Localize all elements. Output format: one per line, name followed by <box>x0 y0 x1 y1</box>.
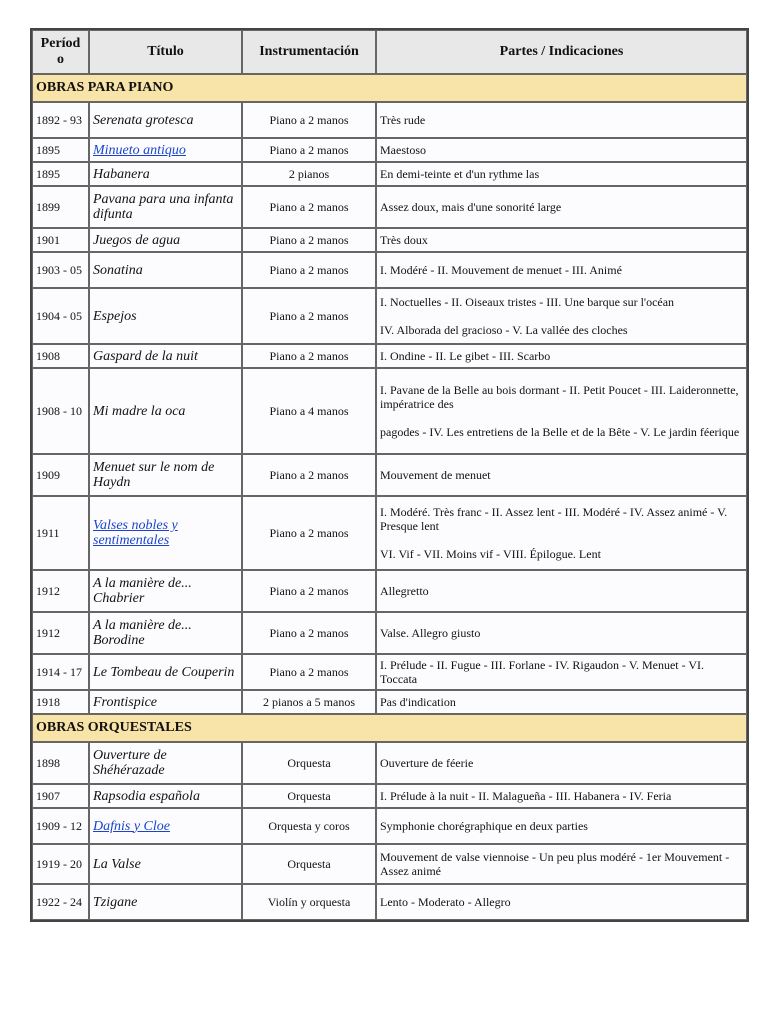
works-table <box>30 28 749 922</box>
table-row <box>32 654 747 690</box>
period-cell: 1901 <box>32 228 89 252</box>
parts-cell <box>376 368 747 454</box>
parts-line: Allegretto <box>380 584 429 598</box>
title-link[interactable]: Minueto antiquo <box>93 142 186 158</box>
instrumentation-cell: Piano a 2 manos <box>242 612 376 654</box>
parts-cell <box>376 102 747 138</box>
parts-cell <box>376 690 747 714</box>
parts-cell <box>376 784 747 808</box>
parts-cell <box>376 162 747 186</box>
parts-cell <box>376 612 747 654</box>
parts-line: En demi-teinte et d'un rythme las <box>380 167 540 181</box>
title-text: A la manière de... Borodine <box>93 618 192 648</box>
table-row <box>32 344 747 368</box>
period-cell: 1914 - 17 <box>32 654 89 690</box>
instrumentation-cell: Violín y orquesta <box>242 884 376 920</box>
period-cell: 1904 - 05 <box>32 288 89 344</box>
instrumentation-cell: Piano a 2 manos <box>242 454 376 496</box>
parts-line: Maestoso <box>380 143 426 157</box>
parts-line: Ouverture de féerie <box>380 756 474 770</box>
period-cell: 1903 - 05 <box>32 252 89 288</box>
parts-line: Lento - Moderato - Allegro <box>380 895 511 909</box>
title-text: Mi madre la oca <box>93 403 186 419</box>
title-cell <box>89 186 242 228</box>
table-row <box>32 102 747 138</box>
instrumentation-cell: 2 pianos a 5 manos <box>242 690 376 714</box>
instrumentation-cell: Orquesta <box>242 844 376 884</box>
title-cell <box>89 570 242 612</box>
parts-cell <box>376 186 747 228</box>
table-row <box>32 884 747 920</box>
period-cell: 1898 <box>32 742 89 784</box>
title-cell <box>89 654 242 690</box>
title-text: Sonatina <box>93 262 143 278</box>
header-row <box>32 30 747 74</box>
parts-line: Symphonie chorégraphique en deux parties <box>380 819 588 833</box>
parts-line: Très doux <box>380 233 428 247</box>
title-cell <box>89 454 242 496</box>
table-row <box>32 742 747 784</box>
title-cell <box>89 844 242 884</box>
parts-line: I. Pavane de la Belle au bois dormant - II. Petit Poucet - III. Laideronnette, impératrice des <box>380 383 739 411</box>
table-body <box>32 74 747 920</box>
title-text: Rapsodia española <box>93 788 200 804</box>
parts-line: I. Noctuelles - II. Oiseaux tristes - III. Une barque sur l'océan <box>380 295 675 309</box>
table-row <box>32 570 747 612</box>
parts-cell <box>376 344 747 368</box>
period-cell: 1899 <box>32 186 89 228</box>
title-cell <box>89 808 242 844</box>
period-cell: 1919 - 20 <box>32 844 89 884</box>
parts-line: Mouvement de valse viennoise - Un peu plus modéré - 1er Mouvement - Assez animé <box>380 850 730 878</box>
period-cell: 1908 - 10 <box>32 368 89 454</box>
section-heading: OBRAS PARA PIANO <box>32 74 747 102</box>
instrumentation-cell: Piano a 4 manos <box>242 368 376 454</box>
parts-line: VI. Vif - VII. Moins vif - VIII. Épilogue. Lent <box>380 547 601 561</box>
header-period: Períod o <box>32 30 89 74</box>
title-cell <box>89 612 242 654</box>
works-table-container <box>30 28 745 922</box>
table-row <box>32 252 747 288</box>
table-row <box>32 808 747 844</box>
instrumentation-cell: Piano a 2 manos <box>242 102 376 138</box>
table-row <box>32 612 747 654</box>
table-row <box>32 844 747 884</box>
title-text: Gaspard de la nuit <box>93 348 198 364</box>
period-cell: 1909 <box>32 454 89 496</box>
instrumentation-cell: Piano a 2 manos <box>242 252 376 288</box>
table-row <box>32 690 747 714</box>
period-cell: 1922 - 24 <box>32 884 89 920</box>
title-cell <box>89 162 242 186</box>
title-text: Le Tombeau de Couperin <box>93 664 235 680</box>
title-text: Espejos <box>93 308 137 324</box>
title-text: Frontispice <box>93 694 158 710</box>
instrumentation-cell: Piano a 2 manos <box>242 288 376 344</box>
title-text: A la manière de... Chabrier <box>93 576 192 606</box>
parts-line: I. Modéré. Très franc - II. Assez lent - III. Modéré - IV. Assez animé - V. Presque lent <box>380 505 728 533</box>
title-cell <box>89 884 242 920</box>
instrumentation-cell: Piano a 2 manos <box>242 228 376 252</box>
title-link[interactable]: Dafnis y Cloe <box>93 818 170 834</box>
parts-cell <box>376 228 747 252</box>
title-text: La Valse <box>93 856 141 872</box>
parts-cell <box>376 252 747 288</box>
parts-line: Très rude <box>380 113 426 127</box>
header-instrumentation: Instrumentación <box>242 30 376 74</box>
title-text: Habanera <box>93 166 150 182</box>
title-cell <box>89 102 242 138</box>
instrumentation-cell: Piano a 2 manos <box>242 496 376 570</box>
parts-line: I. Prélude à la nuit - II. Malagueña - III. Habanera - IV. Feria <box>380 789 672 803</box>
title-cell <box>89 368 242 454</box>
title-text: Menuet sur le nom de Haydn <box>93 460 215 490</box>
instrumentation-cell: 2 pianos <box>242 162 376 186</box>
title-text: Tzigane <box>93 894 138 910</box>
parts-cell <box>376 496 747 570</box>
title-text: Ouverture de Shéhérazade <box>93 748 167 778</box>
title-text: Serenata grotesca <box>93 112 194 128</box>
parts-line: Pas d'indication <box>380 695 456 709</box>
title-text: Juegos de agua <box>93 232 181 248</box>
parts-cell <box>376 844 747 884</box>
title-cell <box>89 344 242 368</box>
instrumentation-cell: Piano a 2 manos <box>242 654 376 690</box>
table-row <box>32 162 747 186</box>
title-text: Pavana para una infanta difunta <box>93 192 234 222</box>
parts-cell <box>376 288 747 344</box>
parts-cell <box>376 570 747 612</box>
period-cell: 1895 <box>32 162 89 186</box>
parts-line: I. Prélude - II. Fugue - III. Forlane - IV. Rigaudon - V. Menuet - VI. Toccata <box>380 658 705 686</box>
parts-cell <box>376 884 747 920</box>
instrumentation-cell: Piano a 2 manos <box>242 344 376 368</box>
table-row <box>32 138 747 162</box>
table-row <box>32 186 747 228</box>
parts-line: pagodes - IV. Les entretiens de la Belle et de la Bête - V. Le jardin féerique <box>380 425 740 439</box>
period-cell: 1918 <box>32 690 89 714</box>
title-cell <box>89 742 242 784</box>
title-cell <box>89 138 242 162</box>
section-heading: OBRAS ORQUESTALES <box>32 714 747 742</box>
table-row <box>32 368 747 454</box>
section-row <box>32 714 747 742</box>
table-row <box>32 454 747 496</box>
table-row <box>32 288 747 344</box>
section-row <box>32 74 747 102</box>
table-row <box>32 784 747 808</box>
period-cell: 1907 <box>32 784 89 808</box>
header-parts: Partes / Indicaciones <box>376 30 747 74</box>
title-cell <box>89 288 242 344</box>
title-cell <box>89 228 242 252</box>
parts-cell <box>376 742 747 784</box>
parts-line: I. Modéré - II. Mouvement de menuet - III. Animé <box>380 263 622 277</box>
instrumentation-cell: Orquesta <box>242 784 376 808</box>
table-row <box>32 228 747 252</box>
instrumentation-cell: Orquesta y coros <box>242 808 376 844</box>
title-link[interactable]: Valses nobles y sentimentales <box>93 518 178 548</box>
title-cell <box>89 252 242 288</box>
period-cell: 1892 - 93 <box>32 102 89 138</box>
period-cell: 1908 <box>32 344 89 368</box>
instrumentation-cell: Orquesta <box>242 742 376 784</box>
parts-line: I. Ondine - II. Le gibet - III. Scarbo <box>380 349 551 363</box>
title-cell <box>89 784 242 808</box>
parts-cell <box>376 454 747 496</box>
header-title: Título <box>89 30 242 74</box>
parts-line: Valse. Allegro giusto <box>380 626 481 640</box>
instrumentation-cell: Piano a 2 manos <box>242 570 376 612</box>
parts-cell <box>376 138 747 162</box>
period-cell: 1912 <box>32 612 89 654</box>
parts-line: Assez doux, mais d'une sonorité large <box>380 200 562 214</box>
instrumentation-cell: Piano a 2 manos <box>242 186 376 228</box>
period-cell: 1911 <box>32 496 89 570</box>
parts-line: Mouvement de menuet <box>380 468 491 482</box>
title-cell <box>89 690 242 714</box>
period-cell: 1895 <box>32 138 89 162</box>
title-cell <box>89 496 242 570</box>
parts-line: IV. Alborada del gracioso - V. La vallée des cloches <box>380 323 628 337</box>
period-cell: 1909 - 12 <box>32 808 89 844</box>
table-row <box>32 496 747 570</box>
period-cell: 1912 <box>32 570 89 612</box>
parts-cell <box>376 808 747 844</box>
instrumentation-cell: Piano a 2 manos <box>242 138 376 162</box>
parts-cell <box>376 654 747 690</box>
